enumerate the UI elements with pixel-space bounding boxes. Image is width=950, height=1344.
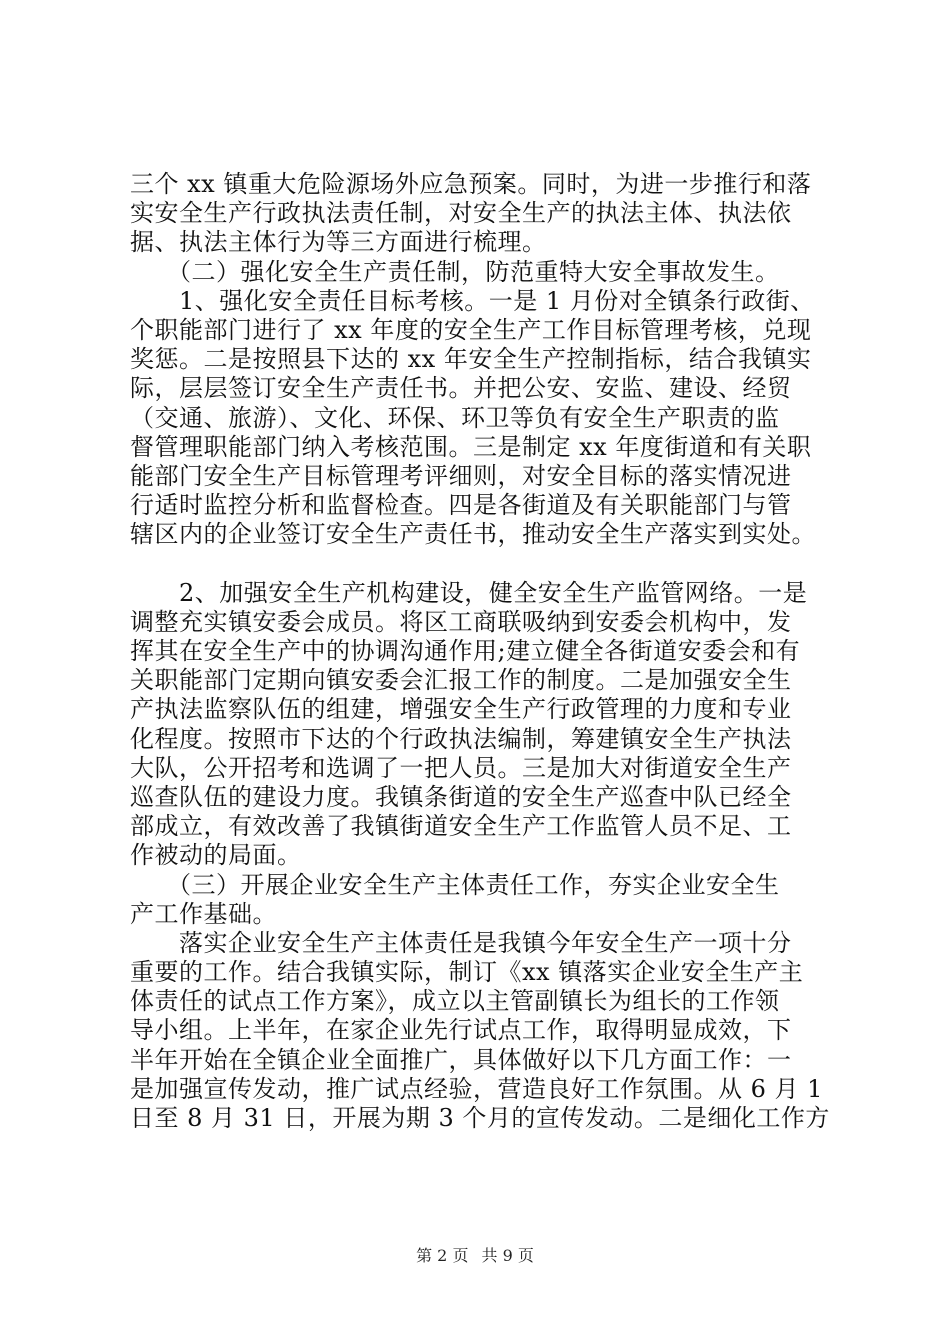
text-line: （交通、旅游）、文化、环保、环卫等负有安全生产职责的监 (130, 403, 780, 432)
text-line: 部成立，有效改善了我镇街道安全生产工作监管人员不足、工 (130, 812, 792, 841)
text-line: 关职能部门定期向镇安委会汇报工作的制度。二是加强安全生 (130, 666, 792, 695)
text-line: 大队，公开招考和选调了一把人员。三是加大对街道安全生产 (130, 753, 792, 782)
page-footer (0, 1243, 950, 1266)
text-line: 落实企业安全生产主体责任是我镇今年安全生产一项十分 (130, 928, 792, 957)
text-line: 三个 xx 镇重大危险源场外应急预案。同时，为进一步推行和落 (130, 170, 812, 198)
page-number: 第 2 页 (416, 1246, 469, 1265)
paragraph-gap (130, 549, 830, 578)
text-line: 日至 8 月 31 日，开展为期 3 个月的宣传发动。二是细化工作方 (130, 1104, 830, 1132)
text-line: 据、执法主体行为等三方面进行梳理。 (130, 228, 547, 257)
text-line: 作被动的局面。 (130, 841, 302, 870)
text-line: 重要的工作。结合我镇实际，制订《xx 镇落实企业安全生产主 (130, 958, 804, 987)
text-line: 奖惩。二是按照县下达的 xx 年安全生产控制指标，结合我镇实 (130, 345, 812, 374)
page-total: 共 9 页 (481, 1246, 534, 1265)
text-line: 半年开始在全镇企业全面推广，具体做好以下几方面工作：一 (130, 1045, 792, 1074)
text-line: 巡查队伍的建设力度。我镇条街道的安全生产巡查中队已经全 (130, 782, 792, 811)
text-line: 导小组。上半年，在家企业先行试点工作，取得明显成效，下 (130, 1016, 792, 1045)
text-line: 产执法监察队伍的组建，增强安全生产行政管理的力度和专业 (130, 695, 792, 724)
text-line: 体责任的试点工作方案》，成立以主管副镇长为组长的工作领 (130, 987, 780, 1016)
text-line: 是加强宣传发动，推广试点经验，营造良好工作氛围。从 6 月 1 (130, 1074, 823, 1103)
text-line: 个职能部门进行了 xx 年度的安全生产工作目标管理考核，兑现 (130, 315, 812, 344)
section-heading: （二）强化安全生产责任制，防范重特大安全事故发生。 (130, 257, 780, 286)
text-line: 1、强化安全责任目标考核。一是 1 月份对全镇条行政街、 (130, 286, 815, 315)
text-line: 能部门安全生产目标管理考评细则，对安全目标的落实情况进 (130, 461, 792, 490)
text-line: 督管理职能部门纳入考核范围。三是制定 xx 年度街道和有关职 (130, 432, 812, 461)
text-line: 辖区内的企业签订安全生产责任书，推动安全生产落实到实处。 (130, 520, 816, 549)
text-line: 调整充实镇安委会成员。将区工商联吸纳到安委会机构中，发 (130, 607, 792, 636)
text-line: 行适时监控分析和监督检查。四是各街道及有关职能部门与管 (130, 491, 792, 520)
text-line: 挥其在安全生产中的协调沟通作用;建立健全各街道安委会和有 (130, 637, 801, 665)
text-line: 实安全生产行政执法责任制，对安全生产的执法主体、执法依 (130, 199, 792, 228)
section-heading: 产工作基础。 (130, 899, 277, 928)
document-body (130, 170, 830, 1133)
text-line: 2、加强安全生产机构建设，健全安全生产监管网络。一是 (130, 578, 808, 607)
section-heading: （三）开展企业安全生产主体责任工作，夯实企业安全生 (130, 870, 780, 899)
text-line: 际，层层签订安全生产责任书。并把公安、安监、建设、经贸 (130, 374, 792, 403)
text-line: 化程度。按照市下达的个行政执法编制，筹建镇安全生产执法 (130, 724, 792, 753)
